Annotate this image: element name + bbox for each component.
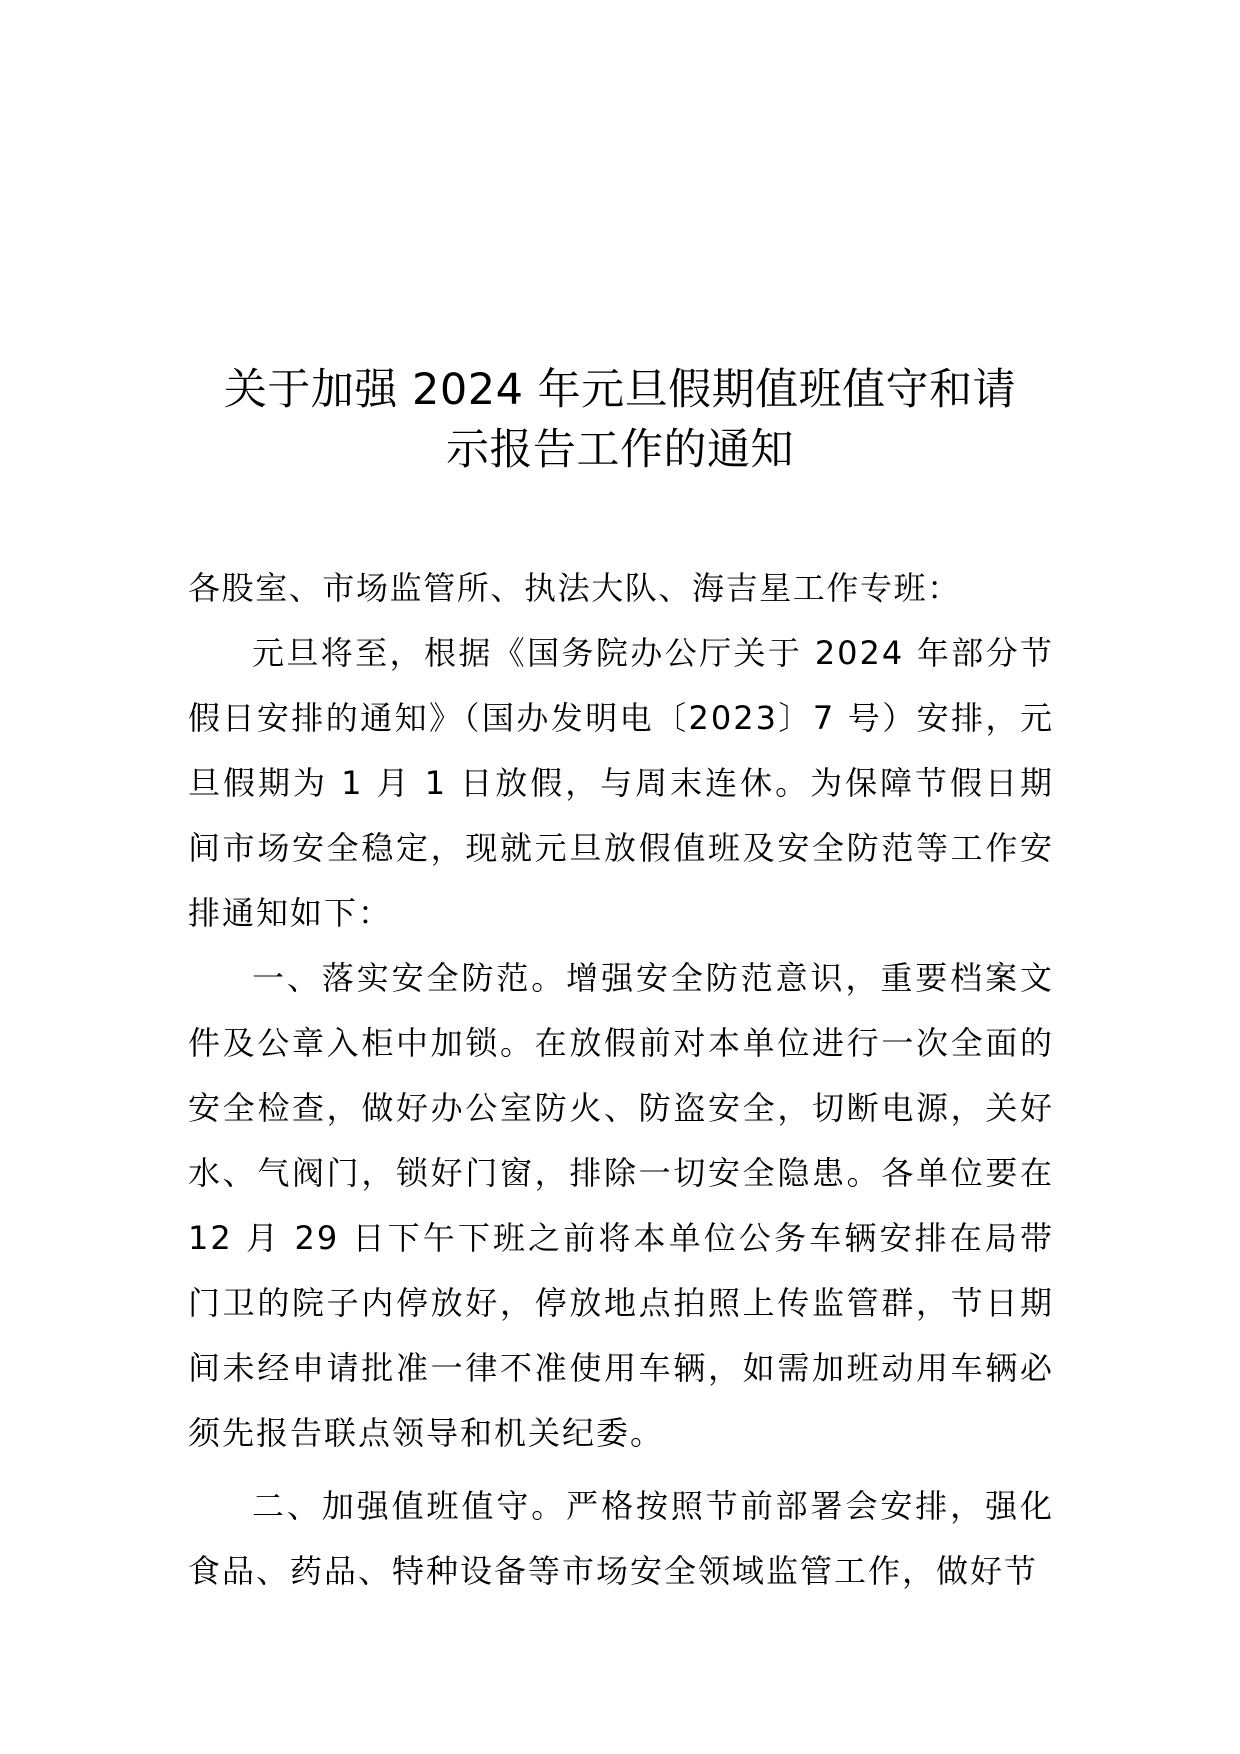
title-line-2: 示报告工作的通知 — [446, 425, 794, 475]
title-line-1: 关于加强 2024 年元旦假期值班值守和请 — [223, 365, 1017, 415]
document-body — [188, 556, 1054, 1604]
salutation: 各股室、市场监管所、执法大队、海吉星工作专班： — [188, 569, 961, 607]
paragraph-section-1: 一、落实安全防范。增强安全防范意识，重要档案文件及公章入柜中加锁。在放假前对本单位进行一次全面的安全检查，做好办公室防火、防盗安全，切断电源，关好水、气阀门，锁好门窗，排除一切安全隐患。各单位要在 12 月 29 日下午下班之前将本单位公务车辆安排在局带门卫的院子内停放好，停放地点拍照上传监管群，节日期间未经申请批准一律不准使用车辆，如需加班动用车辆必须先报告联点领导和机关纪委。 — [188, 959, 1054, 1452]
paragraph-section-2: 二、加强值班值守。严格按照节前部署会安排，强化食品、药品、特种设备等市场安全领域监管工作，做好节 — [188, 1487, 1054, 1590]
document-title — [150, 360, 1090, 480]
paragraph-intro: 元旦将至，根据《国务院办公厅关于 2024 年部分节假日安排的通知》（国办发明电〔2023〕7 号）安排，元旦假期为 1 月 1 日放假，与周末连休。为保障节假日期间市场安全稳定，现就元旦放假值班及安全防范等工作安排通知如下： — [188, 634, 1054, 932]
